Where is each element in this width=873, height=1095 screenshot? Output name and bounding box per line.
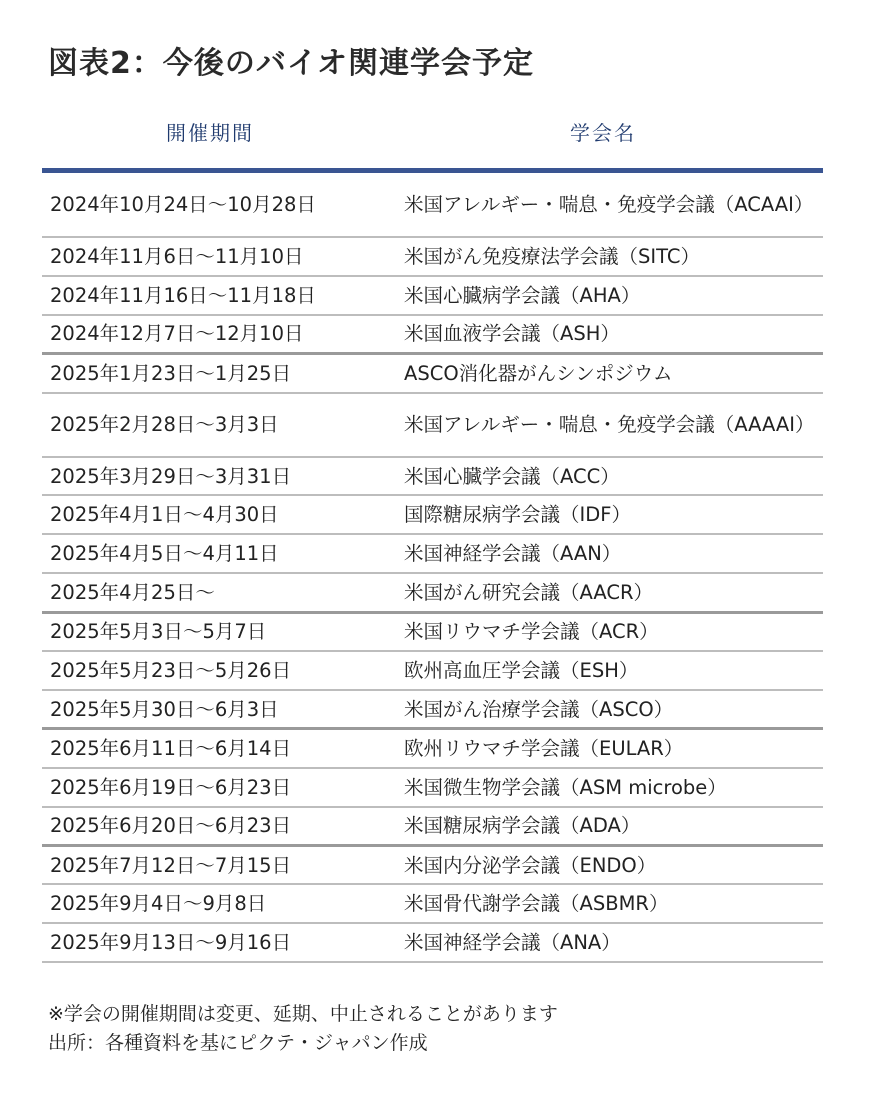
table-row [42, 573, 823, 612]
table-row [42, 651, 823, 690]
period-cell: 2024年12月7日～12月10日 [42, 315, 396, 354]
conference-name-cell: 米国がん研究会議（AACR） [396, 573, 823, 612]
period-cell: 2025年9月4日～9月8日 [42, 884, 396, 923]
page-title: 図表2：今後のバイオ関連学会予定 [48, 46, 534, 81]
conference-name-cell: 米国心臓学会議（ACC） [396, 457, 823, 496]
conference-name-cell: 米国アレルギー・喘息・免疫学会議（AAAAI） [396, 393, 823, 457]
conference-name-cell: ASCO消化器がんシンポジウム [396, 354, 823, 393]
table-row [42, 768, 823, 807]
table-row [42, 276, 823, 315]
conference-name-cell: 欧州リウマチ学会議（EULAR） [396, 729, 823, 768]
period-cell: 2025年4月5日～4月11日 [42, 534, 396, 573]
table-row [42, 534, 823, 573]
table-row [42, 807, 823, 846]
period-cell: 2024年11月6日～11月10日 [42, 237, 396, 276]
table-row [42, 884, 823, 923]
table-row [42, 173, 823, 237]
conference-name-cell: 米国内分泌学会議（ENDO） [396, 845, 823, 884]
table-row [42, 315, 823, 354]
table-row [42, 457, 823, 496]
table-row [42, 612, 823, 651]
footnote-source: 出所：各種資料を基にピクテ・ジャパン作成 [48, 1032, 428, 1054]
table-row [42, 495, 823, 534]
period-cell: 2025年7月12日～7月15日 [42, 845, 396, 884]
conference-name-cell: 米国心臓病学会議（AHA） [396, 276, 823, 315]
period-cell: 2025年4月1日～4月30日 [42, 495, 396, 534]
conference-name-cell: 米国がん免疫療法学会議（SITC） [396, 237, 823, 276]
conference-name-cell: 欧州高血圧学会議（ESH） [396, 651, 823, 690]
table-row [42, 729, 823, 768]
table-row [42, 354, 823, 393]
period-cell: 2025年5月23日～5月26日 [42, 651, 396, 690]
footnote-disclaimer: ※学会の開催期間は変更、延期、中止されることがあります [48, 1003, 558, 1025]
conference-name-cell: 米国微生物学会議（ASM microbe） [396, 768, 823, 807]
conference-name-cell: 米国糖尿病学会議（ADA） [396, 807, 823, 846]
period-cell: 2024年10月24日～10月28日 [42, 173, 396, 237]
conference-name-cell: 米国アレルギー・喘息・免疫学会議（ACAAI） [396, 173, 823, 237]
table-row [42, 845, 823, 884]
conference-name-cell: 米国骨代謝学会議（ASBMR） [396, 884, 823, 923]
conference-name-cell: 米国血液学会議（ASH） [396, 315, 823, 354]
footnotes [48, 1000, 558, 1058]
table-row [42, 237, 823, 276]
conference-name-cell: 米国リウマチ学会議（ACR） [396, 612, 823, 651]
period-cell: 2025年6月20日～6月23日 [42, 807, 396, 846]
conference-table [42, 173, 823, 963]
conference-name-cell: 米国がん治療学会議（ASCO） [396, 690, 823, 729]
period-cell: 2025年4月25日～ [42, 573, 396, 612]
period-cell: 2025年5月30日～6月3日 [42, 690, 396, 729]
period-cell: 2025年1月23日～1月25日 [42, 354, 396, 393]
conference-name-cell: 米国神経学会議（ANA） [396, 923, 823, 962]
period-cell: 2025年5月3日～5月7日 [42, 612, 396, 651]
period-cell: 2025年6月11日～6月14日 [42, 729, 396, 768]
column-header-name: 学会名 [570, 121, 636, 145]
period-cell: 2025年2月28日～3月3日 [42, 393, 396, 457]
table-row [42, 923, 823, 962]
conference-name-cell: 国際糖尿病学会議（IDF） [396, 495, 823, 534]
column-header-period: 開催期間 [166, 121, 254, 145]
table-row [42, 393, 823, 457]
period-cell: 2025年3月29日～3月31日 [42, 457, 396, 496]
table-row [42, 690, 823, 729]
conference-name-cell: 米国神経学会議（AAN） [396, 534, 823, 573]
period-cell: 2024年11月16日～11月18日 [42, 276, 396, 315]
period-cell: 2025年9月13日～9月16日 [42, 923, 396, 962]
period-cell: 2025年6月19日～6月23日 [42, 768, 396, 807]
